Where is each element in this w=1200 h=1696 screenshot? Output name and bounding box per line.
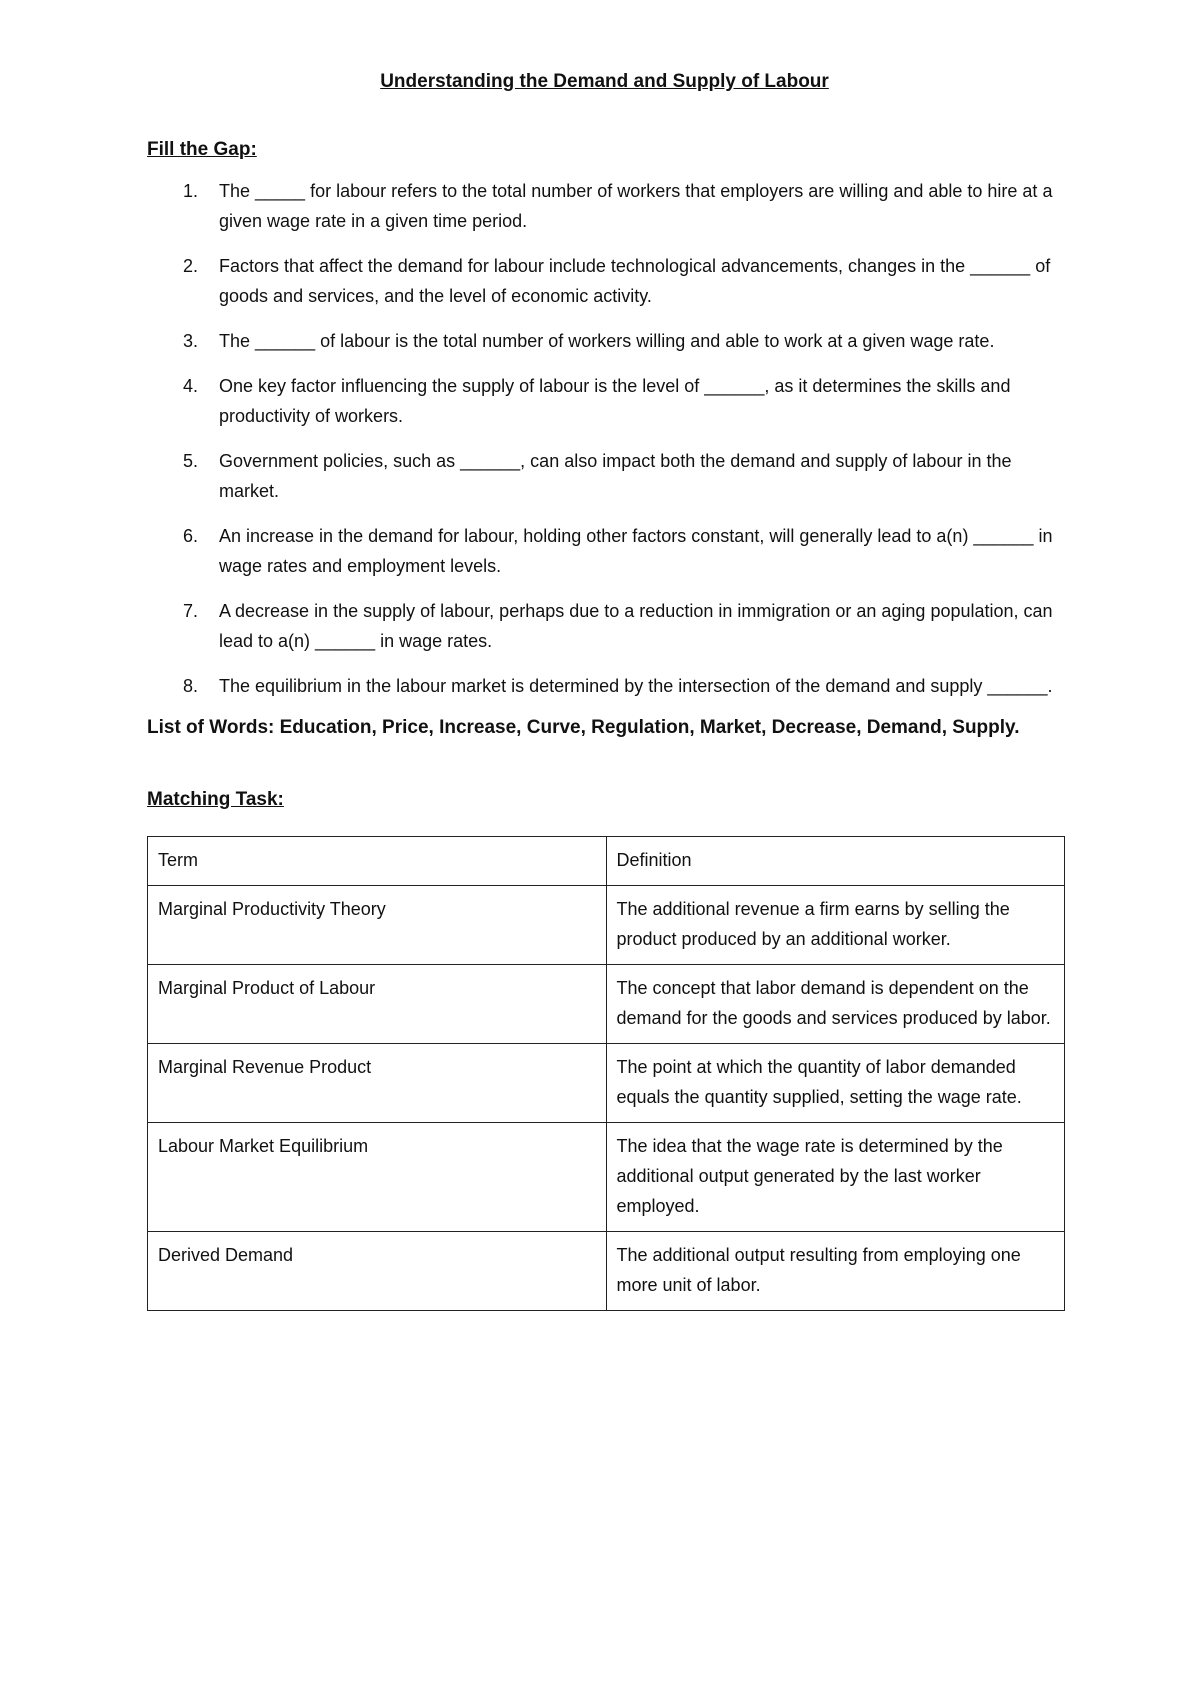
definition-cell: The idea that the wage rate is determined by the additional output generated by the last worker employed. [606, 1123, 1065, 1232]
item-text: The ______ of labour is the total number of workers willing and able to work at a given wage rate. [219, 331, 995, 351]
item-text: One key factor influencing the supply of labour is the level of ______, as it determines the skills and productivity of workers. [219, 376, 1011, 426]
item-number: 4. [183, 376, 199, 396]
item-number: 7. [183, 601, 199, 621]
item-number: 5. [183, 451, 199, 471]
list-item [147, 446, 1062, 506]
item-text: Factors that affect the demand for labour include technological advancements, changes in the ______ of goods and services, and the level of economic activity. [219, 256, 1051, 306]
item-text: The _____ for labour refers to the total number of workers that employers are willing and able to hire at a given wage rate in a given time period. [219, 181, 1053, 231]
item-text: An increase in the demand for labour, holding other factors constant, will generally lead to a(n) ______ in wage rates and employment levels. [219, 526, 1053, 576]
item-text: The equilibrium in the labour market is determined by the intersection of the demand and supply ______. [219, 676, 1053, 696]
list-item [147, 596, 1062, 656]
matching-heading: Matching Task: [147, 789, 284, 810]
item-number: 6. [183, 526, 199, 546]
item-number: 8. [183, 676, 199, 696]
item-text: Government policies, such as ______, can also impact both the demand and supply of labour in the market. [219, 451, 1012, 501]
item-number: 2. [183, 256, 199, 276]
table-row [148, 1232, 1065, 1311]
list-item [147, 521, 1062, 581]
list-item [147, 371, 1062, 431]
definition-column-header: Definition [606, 837, 1065, 886]
item-number: 1. [183, 181, 199, 201]
table-row [148, 886, 1065, 965]
list-item [147, 671, 1062, 701]
list-item [147, 326, 1062, 356]
fill-gap-list [147, 176, 1062, 701]
word-list: List of Words: Education, Price, Increase, Curve, Regulation, Market, Decrease, Demand, Supply. [147, 717, 1020, 738]
list-item [147, 251, 1062, 311]
definition-cell: The point at which the quantity of labor demanded equals the quantity supplied, setting the wage rate. [606, 1044, 1065, 1123]
table-row [148, 965, 1065, 1044]
definition-cell: The concept that labor demand is dependent on the demand for the goods and services produced by labor. [606, 965, 1065, 1044]
term-cell: Marginal Product of Labour [148, 965, 607, 1044]
term-cell: Marginal Productivity Theory [148, 886, 607, 965]
term-column-header: Term [148, 837, 607, 886]
list-item [147, 176, 1062, 236]
item-number: 3. [183, 331, 199, 351]
definition-cell: The additional revenue a firm earns by selling the product produced by an additional worker. [606, 886, 1065, 965]
matching-table [147, 836, 1065, 1311]
table-row [148, 1123, 1065, 1232]
item-text: A decrease in the supply of labour, perhaps due to a reduction in immigration or an aging population, can lead to a(n) ______ in wage rates. [219, 601, 1053, 651]
page-title: Understanding the Demand and Supply of Labour [380, 71, 829, 92]
table-header-row [148, 837, 1065, 886]
term-cell: Marginal Revenue Product [148, 1044, 607, 1123]
fill-gap-heading: Fill the Gap: [147, 139, 257, 160]
term-cell: Labour Market Equilibrium [148, 1123, 607, 1232]
term-cell: Derived Demand [148, 1232, 607, 1311]
table-row [148, 1044, 1065, 1123]
definition-cell: The additional output resulting from employing one more unit of labor. [606, 1232, 1065, 1311]
